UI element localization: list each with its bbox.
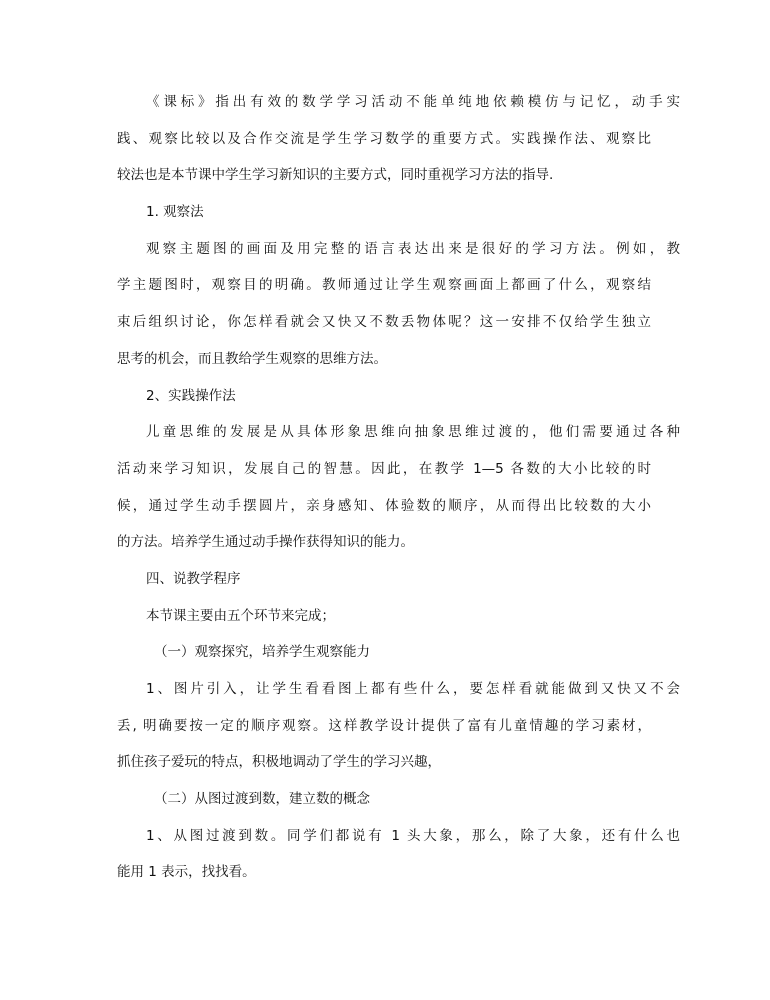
section-heading: 1. 观察法	[146, 204, 204, 221]
paragraph-line: 丢, 明确要按一定的顺序观察。这样教学设计提供了富有儿童情趣的学习素材，	[117, 717, 651, 734]
section-heading: 2、实践操作法	[146, 387, 236, 404]
document-body	[117, 84, 680, 891]
paragraph-line: 思考的机会，而且教给学生观察的思维方法。	[117, 350, 387, 367]
paragraph-line: 较法也是本节课中学生学习新知识的主要方式，同时重视学习方法的指导.	[117, 167, 554, 184]
paragraph-line: 的方法。培养学生通过动手操作获得知识的能力。	[117, 534, 414, 551]
paragraph-line: 践、观察比较以及合作交流是学生学习数学的重要方式。实践操作法、观察比	[117, 130, 651, 147]
paragraph-line: 候，通过学生动手摆圆片，亲身感知、体验数的顺序，从而得出比较数的大小	[117, 497, 651, 514]
section-heading: （二）从图过渡到数，建立数的概念	[154, 791, 370, 808]
paragraph-line: 1、从图过渡到数。同学们都说有 1 头大象，那么，除了大象，还有什么也	[146, 827, 680, 844]
section-heading: 四、说教学程序	[146, 570, 241, 587]
paragraph-line: 《课标》指出有效的数学学习活动不能单纯地依赖模仿与记忆，动手实	[146, 94, 680, 110]
paragraph-line: 本节课主要由五个环节来完成；	[146, 607, 335, 624]
paragraph-line: 儿童思维的发展是从具体形象思维向抽象思维过渡的，他们需要通过各种	[146, 424, 680, 441]
paragraph-line: 能用 1 表示，找找看。	[117, 864, 256, 881]
paragraph-line: 1、图片引入，让学生看看图上都有些什么，要怎样看就能做到又快又不会	[146, 681, 680, 697]
paragraph-line: 观察主题图的画面及用完整的语言表达出来是很好的学习方法。例如，教	[146, 240, 680, 257]
paragraph-line: 活动来学习知识，发展自己的智慧。因此，在教学 1—5 各数的大小比较的时	[117, 460, 651, 477]
paragraph-line: 学主题图时，观察目的明确。教师通过让学生观察画面上都画了什么，观察结	[117, 277, 651, 294]
paragraph-line: 抓住孩子爱玩的特点，积极地调动了学生的学习兴趣，	[117, 754, 441, 771]
paragraph-line: 束后组织讨论，你怎样看就会又快又不数丢物体呢？这一安排不仅给学生独立	[117, 314, 651, 331]
section-heading: （一）观察探究，培养学生观察能力	[154, 644, 370, 661]
